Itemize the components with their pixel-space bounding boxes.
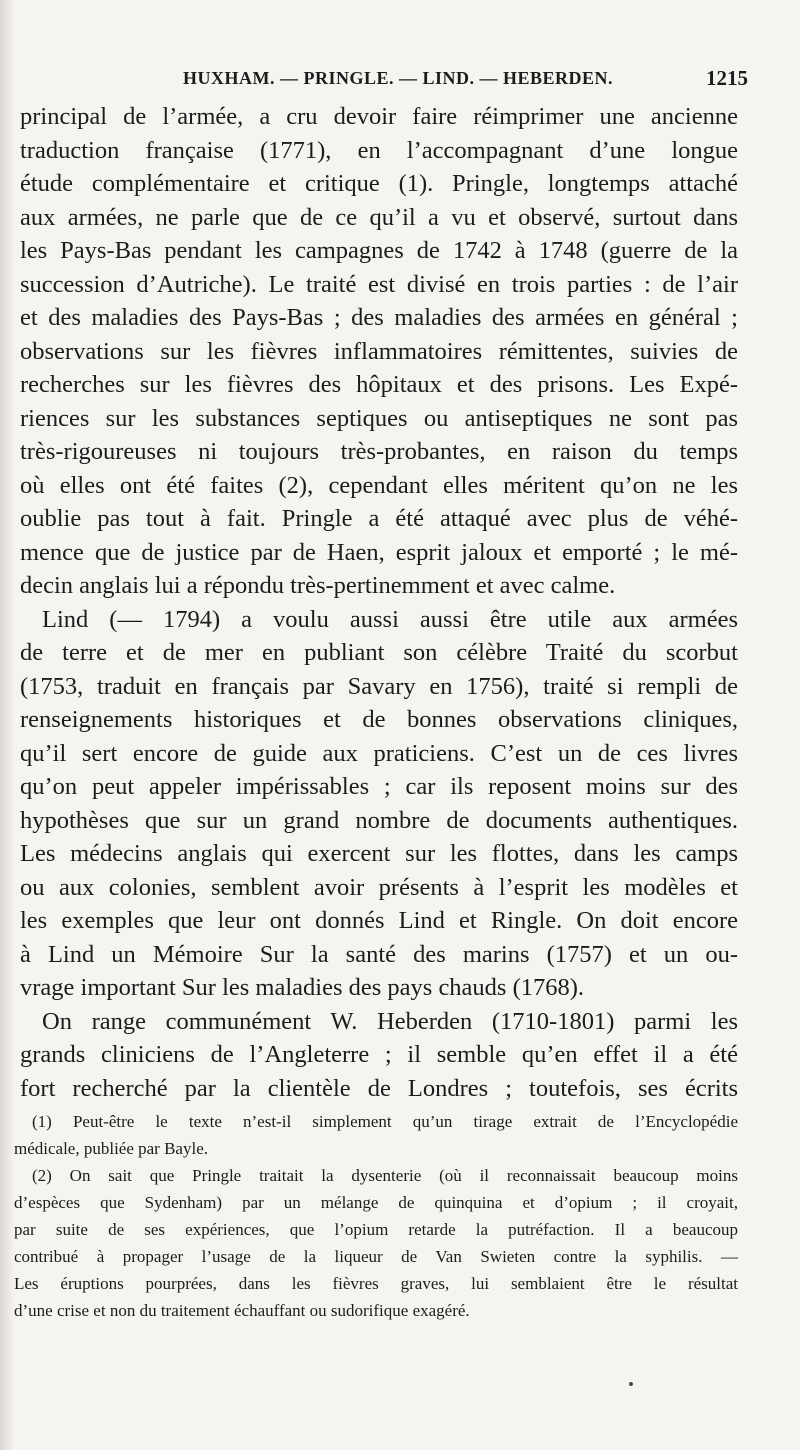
footnotes — [14, 1108, 738, 1324]
body-text — [20, 100, 738, 1105]
text-line: oublie pas tout à fait. Pringle a été attaqué avec plus de véhé- — [20, 505, 738, 532]
running-head — [128, 60, 748, 96]
text-line: Lind (— 1794) a voulu aussi aussi être utile aux armées — [42, 605, 738, 633]
text-line: grands cliniciens de l’Angleterre ; il semble qu’en effet il a été — [20, 1041, 738, 1068]
text-line: renseignements historiques et de bonnes observations cliniques, — [20, 706, 738, 733]
text-line: hypothèses que sur un grand nombre de documents authentiques. — [20, 806, 738, 834]
text-line: On range communément W. Heberden (1710-1801) parmi les — [42, 1007, 738, 1035]
text-line: (1753, traduit en français par Savary en 1756), traité si rempli de — [20, 672, 738, 700]
text-line: les Pays-Bas pendant les campagnes de 1742 à 1748 (guerre de la — [20, 237, 738, 264]
page-number: 1215 — [706, 65, 748, 90]
text-line: où elles ont été faites (2), cependant elles méritent qu’on ne les — [20, 471, 738, 499]
text-line: decin anglais lui a répondu très-pertinemment et avec calme. — [20, 572, 616, 599]
text-line: qu’il sert encore de guide aux praticiens. C’est un de ces livres — [20, 739, 738, 767]
text-line: mence que de justice par de Haen, esprit jaloux et emporté ; le mé- — [20, 538, 738, 566]
text-line: qu’on peut appeler impérissables ; car ils reposent moins sur des — [20, 773, 738, 800]
footnote-line: d’une crise et non du traitement échauffant ou sudorifique exagéré. — [14, 1301, 470, 1320]
text-line: très-rigoureuses ni toujours très-probantes, en raison du temps — [20, 438, 738, 465]
text-line: de terre et de mer en publiant son célèbre Traité du scorbut — [20, 639, 738, 666]
footnote-line: (2) On sait que Pringle traitait la dysenterie (où il reconnaissait beaucoup moins — [32, 1166, 738, 1185]
footnote-line: (1) Peut-être le texte n’est-il simplement qu’un tirage extrait de l’Encyclopédie — [32, 1112, 738, 1131]
footnote-line: par suite de ses expériences, que l’opium retarde la putréfaction. Il a beaucoup — [14, 1220, 738, 1239]
footnote-line: médicale, publiée par Bayle. — [14, 1139, 208, 1158]
text-line: fort recherché par la clientèle de Londres ; toutefois, ses écrits — [20, 1074, 738, 1102]
text-line: recherches sur les fièvres des hôpitaux et des prisons. Les Expé- — [20, 371, 738, 398]
text-line: traduction française (1771), en l’accompagnant d’une longue — [20, 136, 738, 164]
text-line: à Lind un Mémoire Sur la santé des marins (1757) et un ou- — [20, 940, 738, 968]
ink-speck — [629, 1382, 633, 1386]
footnote-line: d’espèces que Sydenham) par un mélange de quinquina et d’opium ; il croyait, — [14, 1193, 738, 1212]
page-gutter-shadow — [0, 0, 14, 1450]
footnote-line: contribué à propager l’usage de la liqueur de Van Swieten contre la syphilis. — — [14, 1247, 738, 1266]
text-line: Les médecins anglais qui exercent sur les flottes, dans les camps — [20, 840, 738, 867]
text-line: principal de l’armée, a cru devoir faire réimprimer une ancienne — [20, 103, 738, 130]
text-line: riences sur les substances septiques ou antiseptiques ne sont pas — [20, 404, 738, 432]
text-line: les exemples que leur ont donnés Lind et Ringle. On doit encore — [20, 907, 738, 934]
text-line: et des maladies des Pays-Bas ; des maladies des armées en général ; — [20, 304, 738, 331]
text-line: observations sur les fièvres inflammatoires rémittentes, suivies de — [20, 337, 738, 365]
text-line: ou aux colonies, semblent avoir présents à l’esprit les modèles et — [20, 873, 738, 901]
text-line: succession d’Autriche). Le traité est divisé en trois parties : de l’air — [20, 270, 738, 298]
text-line: étude complémentaire et critique (1). Pringle, longtemps attaché — [20, 170, 738, 197]
text-line: aux armées, ne parle que de ce qu’il a vu et observé, surtout dans — [20, 203, 738, 231]
running-title: HUXHAM. — PRINGLE. — LIND. — HEBERDEN. — [182, 67, 614, 88]
text-line: vrage important Sur les maladies des pays chauds (1768). — [20, 974, 585, 1001]
footnote-line: Les éruptions pourprées, dans les fièvres graves, lui semblaient être le résultat — [14, 1274, 738, 1293]
